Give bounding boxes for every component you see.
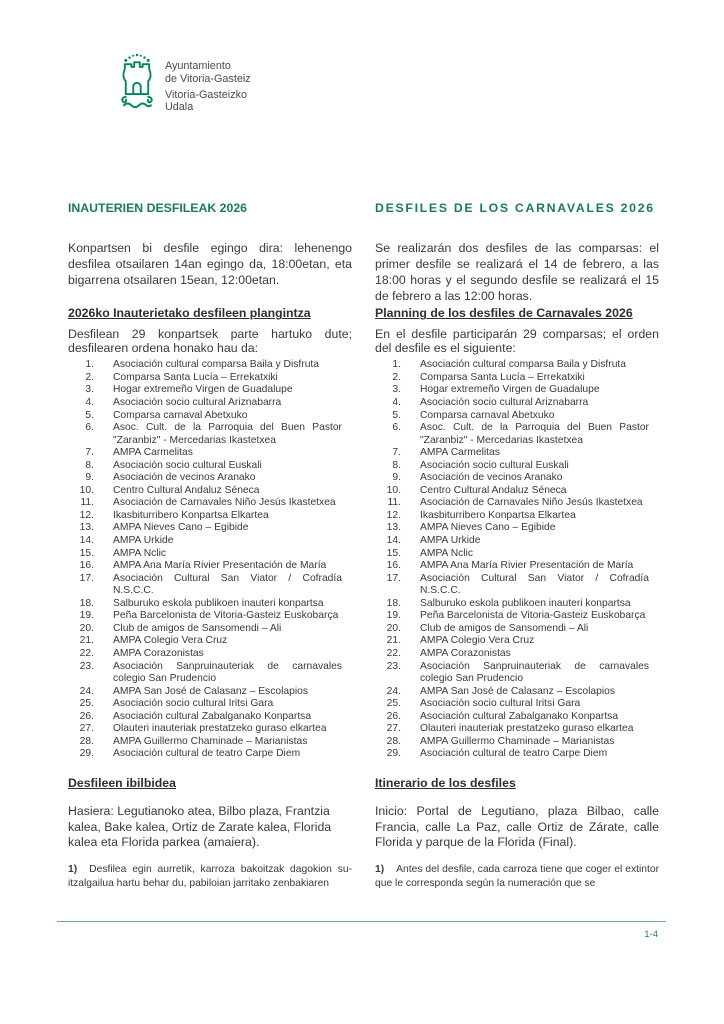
list-item xyxy=(375,698,659,711)
list-item xyxy=(375,573,659,598)
list-item xyxy=(68,359,352,372)
list-item xyxy=(375,535,659,548)
list-item xyxy=(68,610,352,623)
list-item-number: 29. xyxy=(386,748,401,760)
list-item-text: AMPA Urkide xyxy=(420,535,481,547)
list-item xyxy=(68,460,352,473)
list-item-text: AMPA Colegio Vera Cruz xyxy=(420,635,535,647)
main-content xyxy=(68,201,724,891)
list-item-number: 2. xyxy=(392,371,401,383)
list-item-number: 16. xyxy=(79,560,94,572)
list-item xyxy=(375,384,659,397)
list-item xyxy=(375,372,659,385)
list-item-number: 9. xyxy=(85,472,94,484)
list-item-number: 12. xyxy=(79,509,94,521)
list-item-number: 23. xyxy=(386,660,401,672)
route-paragraph-spanish: Inicio: Portal de Legutiano, plaza Bilbao, calle Francia, calle La Paz, calle Ortiz de Zárate, calle Florida y parque de la Florida (Final). xyxy=(375,803,659,850)
list-item-text: Salburuko eskola publikoen inauteri konpartsa xyxy=(113,597,324,609)
list-item-number: 2. xyxy=(85,371,94,383)
list-item-number: 27. xyxy=(79,723,94,735)
list-item xyxy=(68,560,352,573)
list-item xyxy=(375,661,659,686)
list-item xyxy=(68,535,352,548)
list-item-text: AMPA Carmelitas xyxy=(113,447,193,459)
list-item-text: Asociación Sanpruinauteriak de carnavales colegio San Prudencio xyxy=(113,660,342,685)
list-item-text: Peña Barcelonista de Vitoria-Gasteiz Euskobarça xyxy=(113,610,339,622)
org-line: Vitoria-Gasteizko xyxy=(165,88,248,101)
list-item-text: Comparsa carnaval Abetxuko xyxy=(113,409,248,421)
list-item-text: Ikasbiturribero Konpartsa Elkartea xyxy=(420,509,576,521)
list-item-number: 29. xyxy=(79,748,94,760)
list-item-text: Centro Cultural Andaluz Séneca xyxy=(113,484,260,496)
list-item-text: Asociación socio cultural Euskali xyxy=(113,459,262,471)
list-item-number: 23. xyxy=(79,660,94,672)
list-item-number: 8. xyxy=(392,459,401,471)
list-item xyxy=(68,372,352,385)
planning-intro-spanish: En el desfile participarán 29 comparsas; el orden del desfile es el siguiente: xyxy=(375,327,659,355)
list-item-text: AMPA Carmelitas xyxy=(420,447,500,459)
org-name-block xyxy=(165,60,251,114)
org-line: Udala xyxy=(165,101,194,114)
list-item-number: 24. xyxy=(79,685,94,697)
list-item-number: 4. xyxy=(85,397,94,409)
list-item xyxy=(375,648,659,661)
participants-list-basque xyxy=(68,359,352,761)
list-item-text: Asociación socio cultural Ariznabarra xyxy=(420,397,589,409)
list-item xyxy=(68,686,352,699)
list-item xyxy=(68,384,352,397)
list-item xyxy=(68,548,352,561)
list-item-text: Asociación socio cultural Ariznabarra xyxy=(113,397,282,409)
list-item-number: 25. xyxy=(79,698,94,710)
list-item-number: 12. xyxy=(386,509,401,521)
list-item-number: 13. xyxy=(386,522,401,534)
list-item-number: 13. xyxy=(79,522,94,534)
list-item-number: 5. xyxy=(85,409,94,421)
list-item xyxy=(375,510,659,523)
list-item-text: AMPA Corazonistas xyxy=(420,647,511,659)
list-item xyxy=(375,447,659,460)
list-item xyxy=(375,610,659,623)
list-item xyxy=(375,359,659,372)
list-item-text: Asociación de Carnavales Niño Jesús Ikastetxea xyxy=(420,497,643,509)
list-item-number: 1. xyxy=(392,359,401,371)
list-item-number: 7. xyxy=(85,447,94,459)
list-item xyxy=(68,698,352,711)
list-item xyxy=(375,748,659,761)
header xyxy=(118,0,724,114)
list-item-text: AMPA Nclic xyxy=(113,547,167,559)
list-item xyxy=(68,598,352,611)
list-item xyxy=(375,711,659,724)
list-item-text: Asociación cultural Zabalganako Konpartsa xyxy=(113,710,312,722)
note-text: Desfilea egin aurretik, karroza bakoitzak dagokion su-itzalgailua hartu behar du, pabiloian jarritako zenbakiaren xyxy=(68,863,352,889)
list-item-text: Ikasbiturribero Konpartsa Elkartea xyxy=(113,509,269,521)
list-item xyxy=(68,661,352,686)
list-item-number: 3. xyxy=(392,384,401,396)
org-line: Ayuntamiento xyxy=(165,60,231,72)
list-item-number: 4. xyxy=(392,397,401,409)
list-item xyxy=(68,497,352,510)
list-item xyxy=(68,748,352,761)
list-item-number: 11. xyxy=(387,497,401,509)
list-item xyxy=(68,510,352,523)
list-item-number: 24. xyxy=(386,685,401,697)
list-item-number: 22. xyxy=(386,647,401,659)
list-item-text: Asociación Cultural San Viator / Cofradía N.S.C.C. xyxy=(420,572,649,597)
route-heading-basque: Desfileen ibilbidea xyxy=(68,775,176,790)
list-item-number: 27. xyxy=(386,723,401,735)
list-item-number: 19. xyxy=(386,610,401,622)
list-item-text: Asociación de vecinos Aranako xyxy=(420,472,563,484)
list-item-text: Asoc. Cult. de la Parroquia del Buen Pastor "Zaranbiz" - Mercedarias Ikastetxea xyxy=(420,422,649,446)
list-item-text: Asociación de vecinos Aranako xyxy=(113,472,256,484)
list-item xyxy=(68,623,352,636)
planning-intro-basque: Desfilean 29 konpartsek parte hartuko dute; desfilearen ordena honako hau da: xyxy=(68,327,352,355)
list-item-number: 19. xyxy=(79,610,94,622)
list-item xyxy=(375,560,659,573)
list-item-number: 26. xyxy=(386,710,401,722)
list-item-text: Asociación cultural de teatro Carpe Diem xyxy=(420,748,608,760)
list-item-text: Comparsa Santa Lucía – Errekatxiki xyxy=(420,371,585,383)
list-item-number: 14. xyxy=(386,535,401,547)
list-item xyxy=(68,397,352,410)
list-item-number: 10. xyxy=(79,484,94,496)
list-item-text: Club de amigos de Sansomendi – Ali xyxy=(113,622,282,634)
list-item-text: Club de amigos de Sansomendi – Ali xyxy=(420,622,589,634)
list-item xyxy=(375,736,659,749)
list-item xyxy=(375,598,659,611)
list-item-number: 15. xyxy=(386,547,401,559)
list-item-text: AMPA Colegio Vera Cruz xyxy=(113,635,228,647)
list-item xyxy=(375,397,659,410)
list-item-number: 11. xyxy=(80,497,94,509)
list-item xyxy=(375,723,659,736)
list-item xyxy=(68,472,352,485)
list-item-number: 15. xyxy=(79,547,94,559)
page-number: 1-4 xyxy=(644,929,658,940)
list-item xyxy=(375,472,659,485)
list-item-number: 20. xyxy=(79,622,94,634)
list-item xyxy=(68,522,352,535)
list-item xyxy=(375,485,659,498)
list-item-text: Olauteri inauteriak prestatzeko guraso elkartea xyxy=(113,723,327,735)
list-item-text: Hogar extremeño Virgen de Guadalupe xyxy=(113,384,293,396)
list-item xyxy=(68,723,352,736)
list-item xyxy=(68,422,352,447)
list-item xyxy=(375,410,659,423)
planning-heading-basque: 2026ko Inauterietako desfileen plangintza xyxy=(68,306,311,321)
list-item-text: Salburuko eskola publikoen inauteri konpartsa xyxy=(420,597,631,609)
list-item-text: Asociación cultural comparsa Baila y Disfruta xyxy=(420,359,627,371)
participants-list-spanish xyxy=(375,359,659,761)
list-item xyxy=(375,686,659,699)
list-item xyxy=(68,648,352,661)
list-item xyxy=(375,635,659,648)
list-item-number: 3. xyxy=(85,384,94,396)
list-item-text: Asociación socio cultural Iritsi Gara xyxy=(420,698,581,710)
list-item-number: 28. xyxy=(386,735,401,747)
vitoria-gasteiz-emblem-icon xyxy=(118,52,156,110)
list-item xyxy=(375,460,659,473)
list-item xyxy=(68,736,352,749)
list-item-text: Asociación cultural de teatro Carpe Diem xyxy=(113,748,301,760)
list-item-text: AMPA Nieves Cano – Egibide xyxy=(420,522,556,534)
list-item xyxy=(375,548,659,561)
list-item-number: 10. xyxy=(386,484,401,496)
list-item-text: Comparsa carnaval Abetxuko xyxy=(420,409,555,421)
list-item-number: 17. xyxy=(386,572,401,584)
list-item-number: 9. xyxy=(392,472,401,484)
list-item-text: Hogar extremeño Virgen de Guadalupe xyxy=(420,384,600,396)
list-item-text: Asociación cultural Zabalganako Konpartsa xyxy=(420,710,619,722)
list-item-text: AMPA Urkide xyxy=(113,535,174,547)
list-item xyxy=(68,573,352,598)
list-item xyxy=(375,522,659,535)
list-item-text: AMPA San José de Calasanz – Escolapios xyxy=(420,685,615,697)
note-number: 1) xyxy=(375,863,385,875)
list-item-number: 7. xyxy=(392,447,401,459)
list-item-text: AMPA Nclic xyxy=(420,547,474,559)
list-item-number: 18. xyxy=(386,597,401,609)
list-item-text: Asociación cultural comparsa Baila y Disfruta xyxy=(113,359,320,371)
intro-paragraph-spanish: Se realizarán dos desfiles de las comparsas: el primer desfile se realizará el 14 de febrero, a las 18:00 horas y el segundo desfile se realizará el 15 de febrero a las 12:00 horas. xyxy=(375,241,659,303)
list-item-number: 5. xyxy=(392,409,401,421)
list-item-text: AMPA Nieves Cano – Egibide xyxy=(113,522,249,534)
list-item-number: 20. xyxy=(386,622,401,634)
list-item-text: Comparsa Santa Lucía – Errekatxiki xyxy=(113,371,278,383)
title-spanish: DESFILES DE LOS CARNAVALES 2026 xyxy=(375,201,655,216)
list-item xyxy=(375,422,659,447)
list-item-text: Asociación socio cultural Euskali xyxy=(420,459,569,471)
list-item-number: 21. xyxy=(386,635,401,647)
list-item-text: AMPA Guillermo Chaminade – Marianistas xyxy=(113,735,308,747)
intro-paragraph-basque: Konpartsen bi desfile egingo dira: lehenengo desfilea otsailaren 14an egingo da, 18:00etan, eta bigarrena otsailaren 15ean, 12:00etan. xyxy=(68,241,352,287)
list-item-number: 14. xyxy=(79,535,94,547)
note-text: Antes del desfile, cada carroza tiene que coger el extintor que le corresponda según la numeración que se xyxy=(375,863,659,889)
list-item xyxy=(68,711,352,724)
list-item-text: Centro Cultural Andaluz Séneca xyxy=(420,484,567,496)
list-item-text: AMPA San José de Calasanz – Escolapios xyxy=(113,685,308,697)
org-line: de Vitoria-Gasteiz xyxy=(165,72,251,85)
list-item-number: 8. xyxy=(85,459,94,471)
list-item-number: 28. xyxy=(79,735,94,747)
list-item-text: Asoc. Cult. de la Parroquia del Buen Pastor "Zaranbiz" - Mercedarias Ikastetxea xyxy=(113,422,342,446)
list-item-number: 21. xyxy=(79,635,94,647)
list-item-number: 16. xyxy=(386,560,401,572)
title-basque: INAUTERIEN DESFILEAK 2026 xyxy=(68,201,248,216)
list-item-text: AMPA Ana María Rivier Presentación de María xyxy=(420,560,634,572)
list-item xyxy=(68,485,352,498)
note-paragraph-spanish xyxy=(375,863,659,891)
list-item xyxy=(68,447,352,460)
list-item-text: Asociación Sanpruinauteriak de carnavales colegio San Prudencio xyxy=(420,660,649,685)
list-item-number: 18. xyxy=(79,597,94,609)
list-item-text: Asociación de Carnavales Niño Jesús Ikastetxea xyxy=(113,497,336,509)
list-item-text: AMPA Corazonistas xyxy=(113,647,204,659)
list-item-number: 1. xyxy=(85,359,94,371)
note-number: 1) xyxy=(68,863,78,875)
list-item xyxy=(68,635,352,648)
list-item-number: 6. xyxy=(392,422,401,434)
list-item-text: Peña Barcelonista de Vitoria-Gasteiz Euskobarça xyxy=(420,610,646,622)
footer-divider xyxy=(57,921,666,922)
planning-heading-spanish: Planning de los desfiles de Carnavales 2026 xyxy=(375,306,633,321)
list-item-number: 6. xyxy=(85,422,94,434)
list-item-text: AMPA Guillermo Chaminade – Marianistas xyxy=(420,735,615,747)
list-item-text: AMPA Ana María Rivier Presentación de María xyxy=(113,560,327,572)
list-item-number: 22. xyxy=(79,647,94,659)
list-item-text: Asociación Cultural San Viator / Cofradía N.S.C.C. xyxy=(113,572,342,597)
list-item xyxy=(375,497,659,510)
list-item xyxy=(68,410,352,423)
note-paragraph-basque xyxy=(68,863,352,891)
list-item-text: Asociación socio cultural Iritsi Gara xyxy=(113,698,274,710)
list-item xyxy=(375,623,659,636)
list-item-text: Olauteri inauteriak prestatzeko guraso elkartea xyxy=(420,723,634,735)
route-paragraph-basque: Hasiera: Legutianoko atea, Bilbo plaza, Frantzia kalea, Bake kalea, Ortiz de Zarate kalea, Florida kalea eta Florida parkea (amaiera). xyxy=(68,803,332,850)
route-heading-spanish: Itinerario de los desfiles xyxy=(375,775,516,790)
list-item-number: 26. xyxy=(79,710,94,722)
list-item-number: 17. xyxy=(79,572,94,584)
list-item-number: 25. xyxy=(386,698,401,710)
